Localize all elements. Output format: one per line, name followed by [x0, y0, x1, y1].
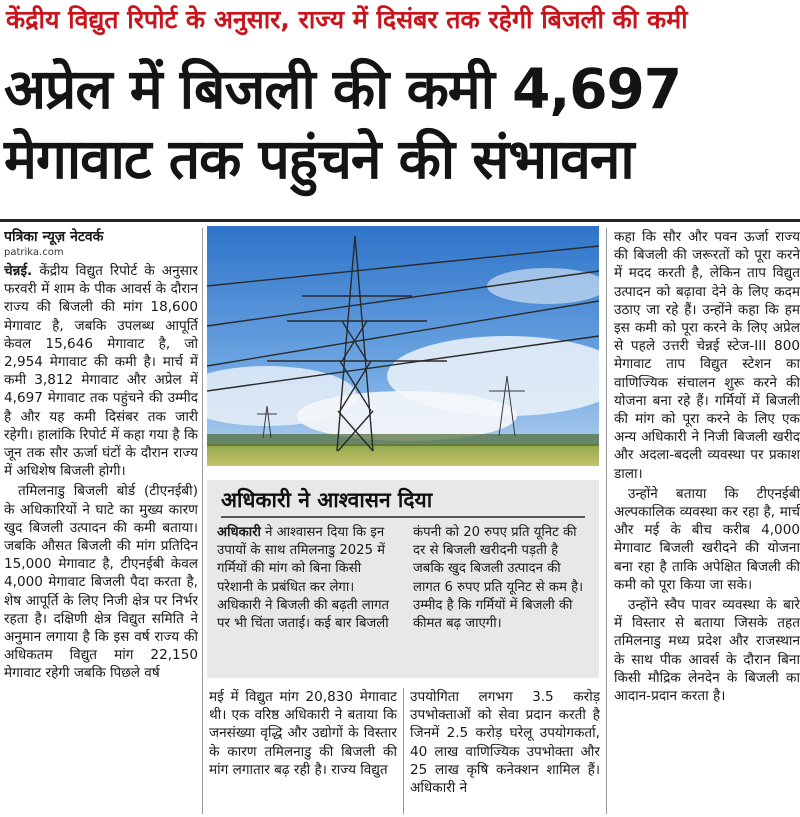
paragraph: तमिलनाडु बिजली बोर्ड (टीएनईबी) के अधिकारियों ने घाटे का मुख्य कारण खुद बिजली उत्पादन की कमी बताया। जबकि औसत बिजली की मांग प्रतिदिन 15,000 मेगावाट है, टीएनईबी केवल 4,000 मेगावाट बिजली पैदा करता है, शेष आपूर्ति के लिए निजी क्षेत्र पर निर्भर रहता है। दक्षिणी क्षेत्र विद्युत समिति ने अनुमान लगाया है कि इस वर्ष राज्य की अधिकतम विद्युत मांग 22,150 मेगावाट रहेगी जबकि पिछले वर्ष: [4, 483, 198, 682]
article-column-3: उपयोगिता लगभग 3.5 करोड़ उपभोक्ताओं को सेवा प्रदान करती है जिनमें 2.5 करोड़ घरेलू उपयोगकर्ता, 40 लाख वाणिज्यिक उपभोक्ता और 25 लाख कृषि कनेक्शन शामिल हैं। अधिकारी ने: [410, 689, 600, 797]
paragraph: चेन्नई. केंद्रीय विद्युत रिपोर्ट के अनुसार फरवरी में शाम के पीक आवर्स के दौरान राज्य की बिजली की मांग 18,600 मेगावाट है, जबकि उपलब्ध आपूर्ति केवल 15,646 मेगावाट है, जो 2,954 मेगावाट की कमी है। मार्च में कमी 3,812 मेगावाट और अप्रेल में 4,697 मेगावाट तक पहुंचने की उम्मीद है और यह कमी दिसंबर तक जारी रहेगी। हालांकि रिपोर्ट में कहा गया है कि जून तक सौर ऊर्जा घंटों के दौरान राज्य में अधिशेष बिजली होगी।: [4, 263, 198, 480]
box-title: अधिकारी ने आश्वासन दिया: [221, 488, 433, 512]
article-column-4: [614, 228, 800, 814]
sidebar-box: [207, 480, 599, 678]
byline: पत्रिका न्यूज़ नेटवर्क: [4, 229, 104, 245]
article-column-2: मई में विद्युत मांग 20,830 मेगावाट थी। एक वरिष्ठ अधिकारी ने बताया कि जनसंख्या वृद्धि और उद्योगों के विस्तार के कारण तमिलनाडु की बिजली की मांग लगातार बढ़ रही है। राज्य विद्युत: [209, 689, 397, 778]
paragraph: उन्होंने स्वैप पावर व्यवस्था के बारे में विस्तार से बताया जिसके तहत तमिलनाडु मध्य प्रदेश और राजस्थान के साथ पीक आवर्स के दौरान बिना किसी मौद्रिक लेनदेन के बिजली का आदान-प्रदान करता है।: [614, 597, 800, 705]
paragraph: कहा कि सौर और पवन ऊर्जा राज्य की बिजली की जरूरतों को पूरा करने में मदद करती है, लेकिन ताप विद्युत उत्पादन को बढ़ावा देने के लिए कदम उठाए जा रहे हैं। उन्होंने कहा कि हम इस कमी को पूरा करने के लिए अप्रेल से पहले उत्तरी चेन्नई स्टेज-III 800 मेगावाट ताप विद्युत स्टेशन का वाणिज्यिक संचालन शुरू करने की योजना बना रहे हैं। गर्मियों में बिजली की मांग को पूरा करने के लिए एक अन्य अधिकारी ने निजी बिजली खरीद और अदला-बदली व्यवस्था पर प्रकाश डाला।: [614, 229, 800, 482]
headline-rule: [0, 219, 800, 222]
column-divider: [403, 688, 404, 814]
transmission-tower-image: [207, 226, 599, 466]
column-divider: [202, 228, 203, 814]
main-headline: [4, 54, 798, 194]
power-tower-photo: [207, 226, 599, 466]
box-column-right: कंपनी को 20 रुपए प्रति यूनिट की दर से बिजली खरीदनी पड़ती है जबकि खुद बिजली उत्पादन की लागत 6 रुपए प्रति यूनिट से कम है। उम्मीद है कि गर्मियों में बिजली की कीमत बढ़ जाएगी।: [413, 525, 584, 632]
dateline: चेन्नई.: [4, 263, 33, 279]
box-column-left: अधिकारी ने आश्वासन दिया कि इन उपायों के साथ तमिलनाडु 2025 में गर्मियों की मांग को बिना किसी परेशानी के प्रबंधित कर लेगा। अधिकारी ने बिजली की बढ़ती लागत पर भी चिंता जताई। कई बार बिजली: [217, 525, 390, 632]
article-column-1: [4, 228, 198, 814]
box-lead: अधिकारी: [217, 525, 261, 540]
website-link[interactable]: patrika.com: [4, 247, 64, 258]
column-divider: [606, 228, 607, 814]
box-rule: [221, 516, 585, 518]
headline-line-1: अप्रेल में बिजली की कमी 4,697: [4, 57, 682, 121]
paragraph: उन्होंने बताया कि टीएनईबी अल्पकालिक व्यवस्था कर रहा है, मार्च और मई के बीच करीब 4,000 मेगावाट बिजली खरीदने की योजना बना रहा है ताकि अपेक्षित बिजली की कमी को पूरा किया जा सके।: [614, 485, 800, 593]
kicker-headline: केंद्रीय विद्युत रिपोर्ट के अनुसार, राज्य में दिसंबर तक रहेगी बिजली की कमी: [6, 5, 688, 34]
headline-line-2: मेगावाट तक पहुंचने की संभावना: [4, 127, 634, 191]
